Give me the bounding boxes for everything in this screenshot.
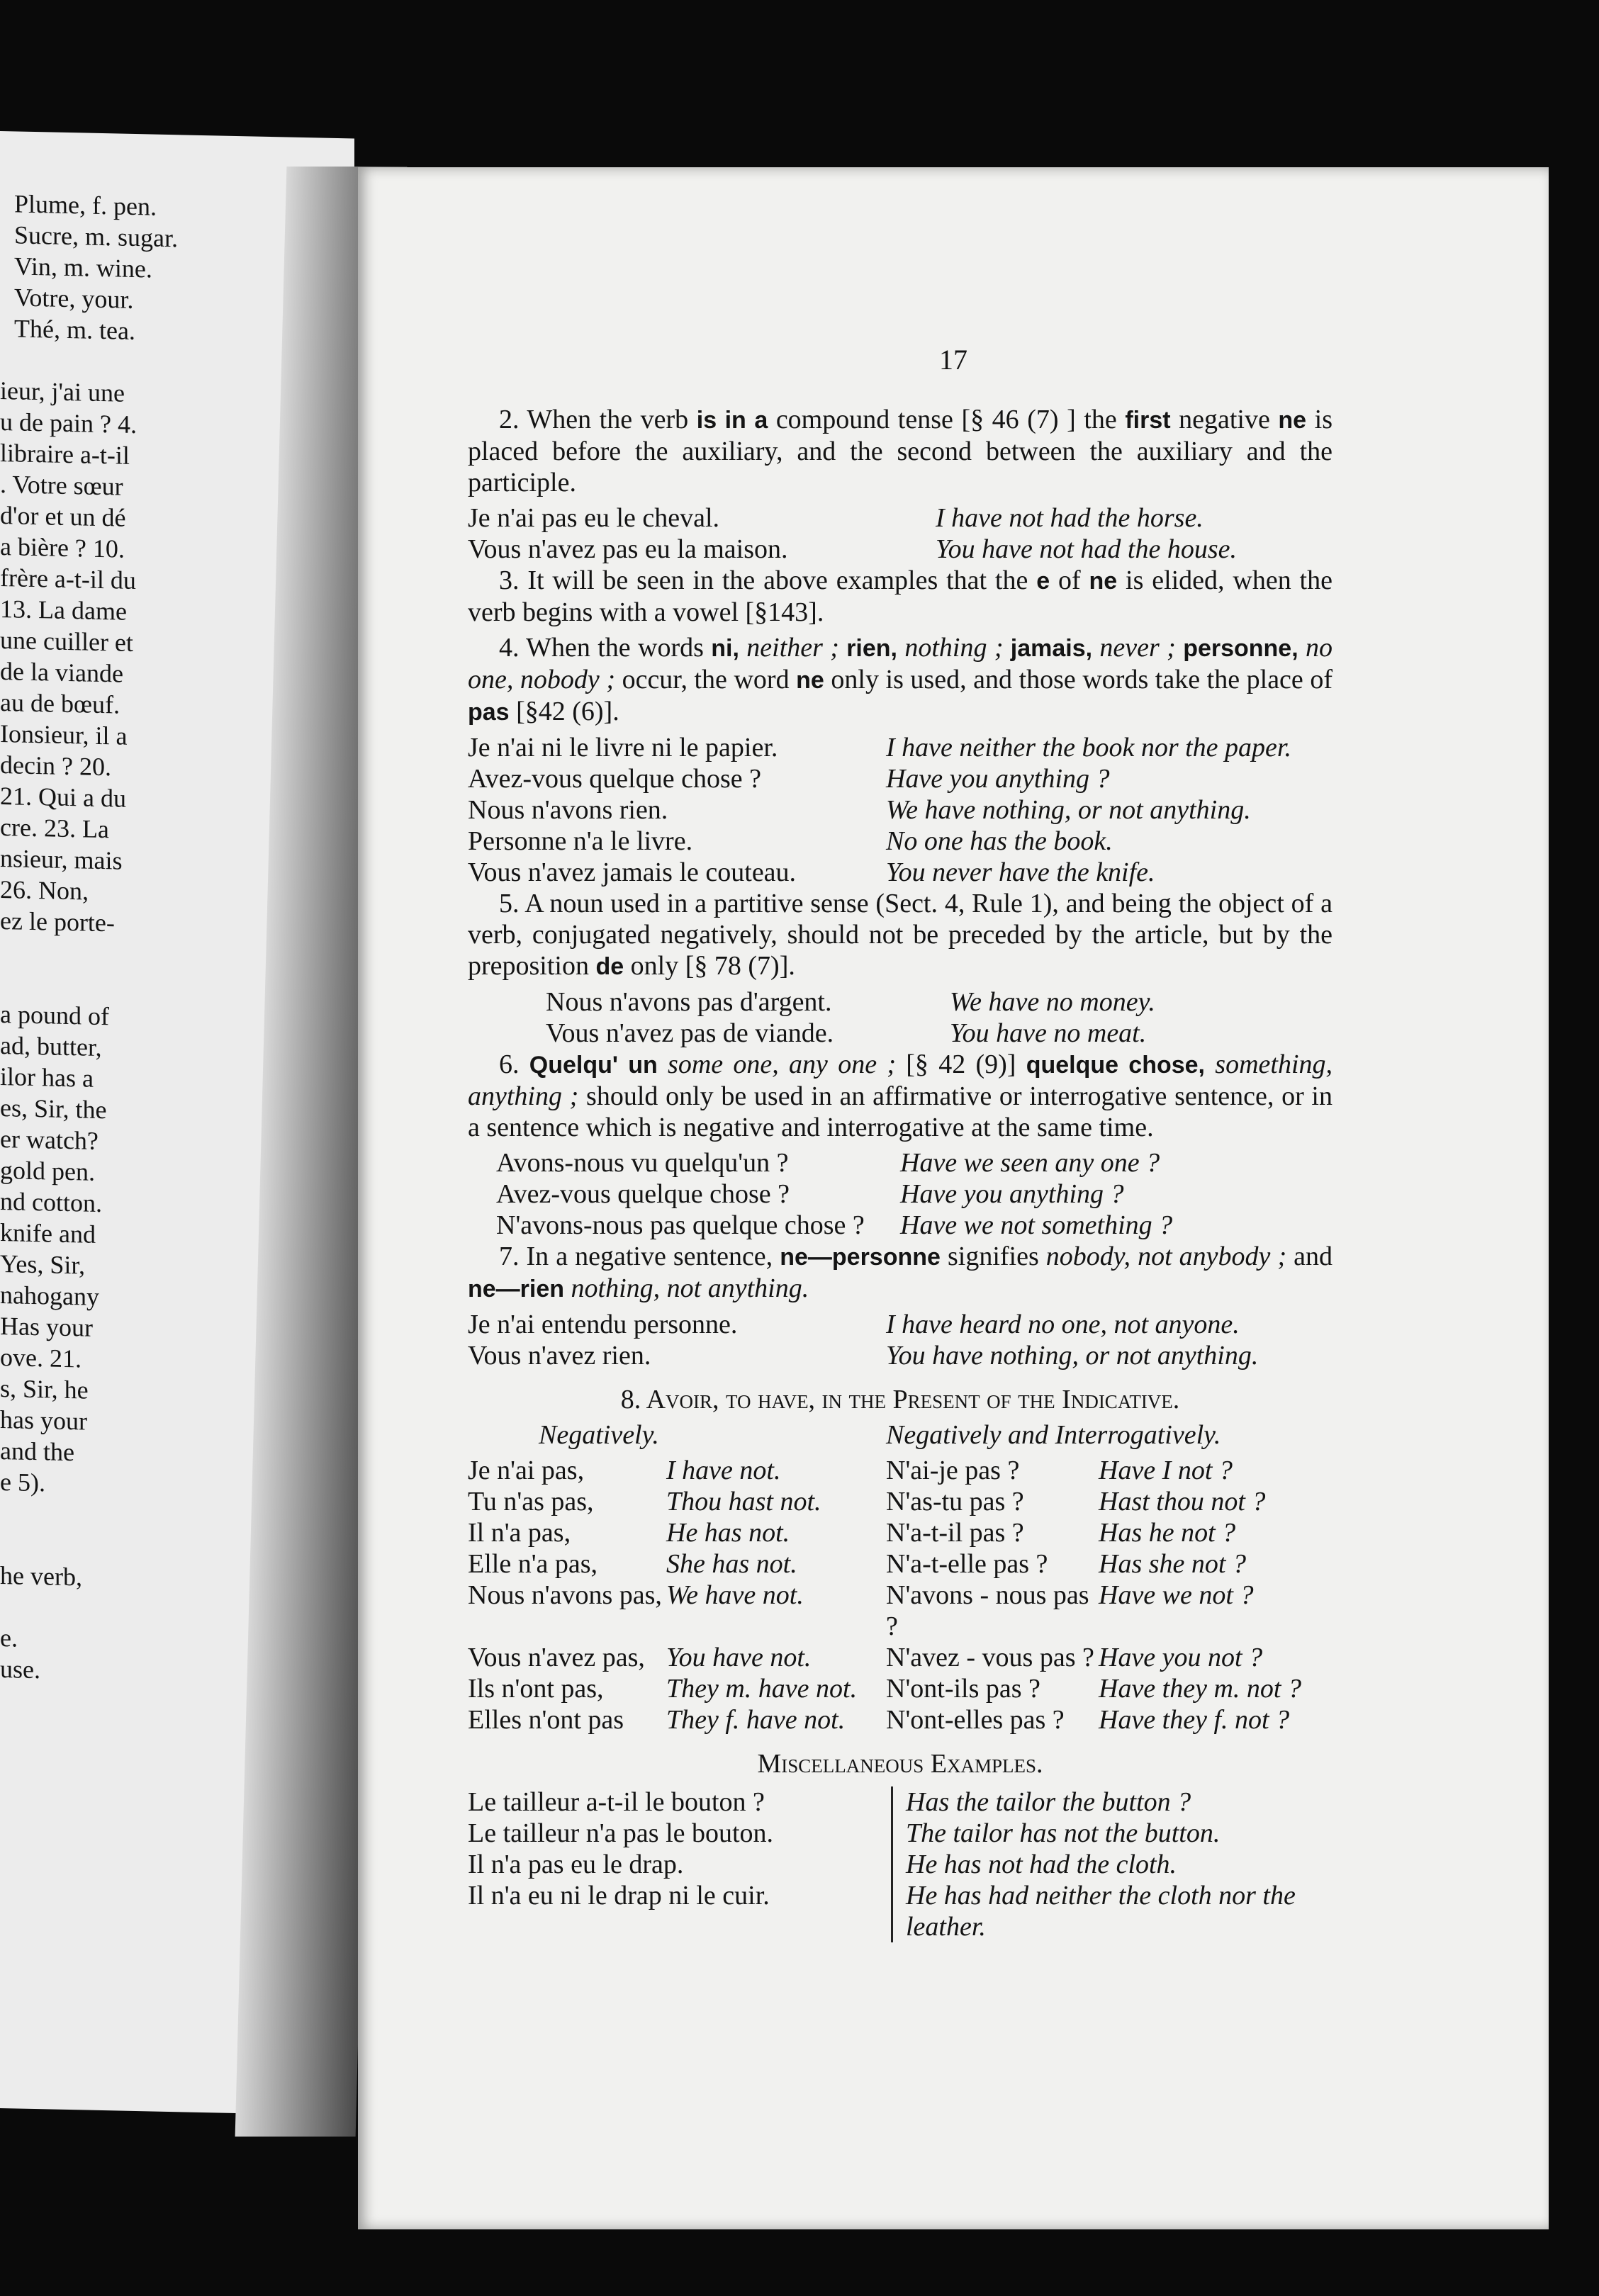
french-example: N'avons-nous pas quelque chose ? [496, 1210, 865, 1240]
example-list [468, 1309, 1332, 1371]
bold-text: rien, [838, 635, 898, 662]
bold-text: first [1125, 407, 1171, 434]
english-translation: You have nothing, or not anything. [886, 1341, 1259, 1371]
bold-text: quelque chose, [1026, 1052, 1206, 1079]
conj-interrogative-english: Hast thou not ? [1099, 1487, 1266, 1516]
english-translation: You have no meat. [950, 1018, 1147, 1048]
text: is placed before the auxiliary, and the second between the auxiliary and the participle. [468, 405, 1332, 497]
bold-text: Quelqu' un [529, 1052, 658, 1079]
left-page-line: has your [0, 1405, 87, 1436]
english-translation: I have not had the horse. [936, 503, 1204, 533]
misc-french: Il n'a pas eu le drap. [468, 1849, 893, 1880]
example-list [546, 986, 1332, 1049]
conj-interrogative-french: N'ont-elles pas ? [886, 1705, 1065, 1735]
left-page-line: nsieur, mais [0, 844, 123, 875]
french-example: Nous n'avons rien. [468, 795, 668, 825]
misc-french: Le tailleur n'a pas le bouton. [468, 1818, 893, 1849]
english-translation: We have nothing, or not anything. [886, 795, 1251, 825]
left-page-line: ad, butter, [0, 1031, 102, 1062]
italic-text: nothing, not anything. [564, 1273, 809, 1303]
french-example: Vous n'avez pas de viande. [546, 1018, 834, 1048]
conj-interrogative-french: N'ai-je pas ? [886, 1456, 1020, 1485]
conj-negative-english: They f. have not. [666, 1705, 846, 1735]
misc-examples [468, 1786, 1332, 1942]
italic-text: something, anything ; [468, 1049, 1333, 1111]
left-page-line: knife and [0, 1218, 96, 1249]
english-translation: Have you anything ? [900, 1179, 1124, 1209]
text: and [1286, 1242, 1332, 1271]
french-example: Je n'ai pas eu le cheval. [468, 503, 720, 533]
text: should only be used in an affirmative or interrogative sentence, or in a sentence which is negative and interrogative at the same time. [468, 1081, 1332, 1142]
left-page-line: libraire a-t-il [0, 439, 130, 470]
conj-negative-french: Elles n'ont pas [468, 1705, 624, 1735]
conj-negative-french: Tu n'as pas, [468, 1487, 594, 1516]
misc-french: Il n'a eu ni le drap ni le cuir. [468, 1880, 893, 1942]
french-example: Je n'ai ni le livre ni le papier. [468, 733, 778, 762]
left-page-line: Ionsieur, il a [0, 719, 128, 750]
text: 6. [499, 1049, 529, 1079]
text: [§42 (6)]. [509, 697, 619, 726]
conj-negative-french: Ils n'ont pas, [468, 1674, 604, 1704]
left-page-line: a bière ? 10. [0, 532, 125, 563]
conj-negative-french: Il n'a pas, [468, 1518, 571, 1548]
english-translation: Have we not something ? [900, 1210, 1173, 1240]
text: is elided, when the verb begins with a vowel [§143]. [468, 565, 1332, 627]
right-page [358, 167, 1549, 2229]
header-negative: Negatively. [539, 1420, 659, 1450]
english-translation: I have heard no one, not anyone. [886, 1310, 1240, 1339]
conj-interrogative-french: N'as-tu pas ? [886, 1487, 1024, 1516]
bold-text: ne [1089, 568, 1118, 595]
left-page-line: Has your [0, 1312, 93, 1342]
french-example: Nous n'avons pas d'argent. [546, 987, 832, 1017]
rule-5 [468, 888, 1332, 982]
french-example: Je n'ai entendu personne. [468, 1310, 738, 1339]
left-page-line: . Votre sœur [0, 470, 123, 501]
rule-3 [468, 565, 1332, 628]
left-page-line: use. [0, 1655, 40, 1684]
conj-negative-french: Je n'ai pas, [468, 1456, 585, 1485]
conj-interrogative-french: N'a-t-elle pas ? [886, 1549, 1048, 1579]
conj-interrogative-english: Has he not ? [1099, 1518, 1236, 1548]
french-example: Avons-nous vu quelqu'un ? [496, 1148, 789, 1178]
english-translation: We have no money. [950, 987, 1155, 1017]
french-example: Vous n'avez jamais le couteau. [468, 857, 797, 887]
misc-english: He has not had the cloth. [906, 1850, 1177, 1879]
left-page-line: Thé, m. tea. [14, 314, 135, 345]
text: only [§ 78 (7)]. [624, 951, 795, 981]
left-page-line: s, Sir, he [0, 1374, 89, 1405]
bold-text: ne [1278, 407, 1307, 434]
left-page-line: a pound of [0, 1000, 109, 1031]
left-page-line: Yes, Sir, [0, 1249, 85, 1280]
text: occur, the word [615, 665, 797, 694]
page-number: 17 [939, 344, 967, 376]
left-page-line: une cuiller et [0, 626, 133, 657]
left-page-line: Plume, f. pen. [14, 189, 157, 221]
text: of [1050, 565, 1089, 595]
rule-6 [468, 1049, 1332, 1143]
bold-text: ni, [711, 635, 739, 662]
conj-negative-french: Elle n'a pas, [468, 1549, 598, 1579]
text: [§ 42 (9)] [896, 1049, 1026, 1079]
bold-text: ne—rien [468, 1276, 565, 1302]
left-page-line: ez le porte- [0, 906, 115, 938]
left-page-line: er watch? [0, 1125, 99, 1155]
left-page-line: 26. Non, [0, 875, 89, 906]
text: negative [1170, 405, 1279, 434]
conjugation-table [468, 1455, 1332, 1735]
rule-2 [468, 404, 1332, 498]
misc-title: Miscellaneous Examples. [757, 1749, 1043, 1779]
english-translation: I have neither the book nor the paper. [886, 733, 1291, 762]
bold-text: jamais, [1003, 635, 1093, 662]
section-title: 8. Avoir, to have, in the Present of the Indicative. [620, 1385, 1180, 1414]
conj-interrogative-english: Has she not ? [1099, 1549, 1246, 1579]
english-translation: You never have the knife. [886, 857, 1155, 887]
conjugation-headers [468, 1419, 1332, 1451]
left-page-line: and the [0, 1436, 74, 1467]
conj-negative-english: He has not. [666, 1518, 790, 1548]
left-page-line: ove. 21. [0, 1343, 82, 1373]
conj-interrogative-french: N'ont-ils pas ? [886, 1674, 1040, 1704]
bold-text: pas [468, 699, 510, 726]
french-example: Vous n'avez pas eu la maison. [468, 534, 788, 564]
page-content [468, 344, 1332, 1942]
conj-interrogative-french: N'a-t-il pas ? [886, 1518, 1024, 1548]
left-page-line: Votre, your. [14, 283, 134, 314]
conj-interrogative-english: Have they m. not ? [1099, 1674, 1301, 1704]
conj-interrogative-english: Have we not ? [1099, 1580, 1254, 1610]
left-page-line: 13. La dame [0, 595, 127, 626]
english-translation: No one has the book. [886, 826, 1113, 856]
misc-english: Has the tailor the button ? [906, 1787, 1191, 1817]
left-page-line: es, Sir, the [0, 1093, 107, 1125]
rule-7 [468, 1241, 1332, 1305]
left-page-line: ilor has a [0, 1062, 94, 1093]
text: only is used, and those words take the place of [824, 665, 1333, 694]
conj-negative-english: You have not. [666, 1643, 812, 1672]
misc-english: The tailor has not the button. [906, 1818, 1221, 1848]
left-page-line: e. [0, 1623, 18, 1653]
left-page-line: u de pain ? 4. [0, 407, 137, 439]
conj-interrogative-english: Have I not ? [1099, 1456, 1233, 1485]
italic-text: nothing ; [897, 633, 1004, 663]
left-page-line: nd cotton. [0, 1187, 102, 1218]
left-page-line: Sucre, m. sugar. [14, 220, 178, 253]
left-page-line: 21. Qui a du [0, 782, 126, 813]
bold-text: de [595, 953, 624, 980]
left-page-line: e 5). [0, 1468, 45, 1497]
rule-number: 2. [499, 405, 520, 434]
left-page-line: ieur, j'ai une [0, 376, 125, 407]
text: 4. When the words [499, 633, 712, 663]
text: 5. A noun used in a partitive sense (Sect. 4, Rule 1), and being the object of a verb, conjugated negatively, should not be preceded by the article, but by the preposition [468, 889, 1332, 981]
rule-4 [468, 632, 1332, 728]
example-list [468, 502, 1332, 565]
conj-negative-english: They m. have not. [666, 1674, 858, 1704]
french-example: Personne n'a le livre. [468, 826, 693, 856]
conj-negative-english: Thou hast not. [666, 1487, 821, 1516]
text: signifies [940, 1242, 1046, 1271]
example-list [496, 1147, 1332, 1241]
italic-text: nobody, not anybody ; [1045, 1242, 1287, 1271]
left-page-line: gold pen. [0, 1156, 95, 1186]
bold-text: is in a [696, 407, 768, 434]
left-page-line: decin ? 20. [0, 750, 111, 782]
french-example: Avez-vous quelque chose ? [496, 1179, 790, 1209]
bold-text: ne [796, 667, 824, 694]
english-translation: Have you anything ? [886, 764, 1110, 794]
text: When the verb [519, 405, 697, 434]
italic-text: some one, any one ; [657, 1049, 896, 1079]
bold-text: personne, [1183, 635, 1298, 662]
conj-interrogative-english: Have they f. not ? [1099, 1705, 1290, 1735]
left-page-line: au de bœuf. [0, 688, 120, 719]
bold-text: ne—personne [780, 1244, 941, 1271]
english-translation: You have not had the house. [936, 534, 1238, 564]
left-page-line: de la viande [0, 657, 123, 688]
left-page-line: cre. 23. La [0, 813, 109, 844]
italic-text: never ; [1092, 633, 1176, 663]
french-example: Vous n'avez rien. [468, 1341, 651, 1371]
conj-negative-english: We have not. [666, 1580, 804, 1610]
conj-negative-french: Vous n'avez pas, [468, 1643, 645, 1672]
left-page-line: nahogany [0, 1281, 99, 1311]
left-page-lines [0, 131, 354, 1684]
bold-text: e [1036, 568, 1050, 595]
left-page-line: Vin, m. wine. [14, 252, 152, 283]
misc-french: Le tailleur a-t-il le bouton ? [468, 1786, 893, 1818]
example-list [468, 732, 1332, 888]
italic-text: neither ; [739, 633, 839, 663]
conj-interrogative-french: N'avez - vous pas ? [886, 1643, 1094, 1672]
text: 3. It will be seen in the above examples that the [499, 565, 1037, 595]
left-page-line: frère a-t-il du [0, 563, 136, 595]
text: compound tense [§ 46 (7) ] the [768, 405, 1126, 434]
english-translation: Have we seen any one ? [900, 1148, 1160, 1178]
conj-interrogative-english: Have you not ? [1099, 1643, 1263, 1672]
misc-english: He has had neither the cloth nor the leather. [906, 1881, 1296, 1942]
conj-negative-english: I have not. [666, 1456, 781, 1485]
french-example: Avez-vous quelque chose ? [468, 764, 761, 794]
conj-interrogative-french: N'avons - nous pas ? [886, 1580, 1089, 1641]
left-page-line: d'or et un dé [0, 501, 126, 532]
left-page-line: he verb, [0, 1561, 82, 1592]
italic-text: no one, nobody ; [468, 633, 1333, 694]
conj-negative-french: Nous n'avons pas, [468, 1580, 662, 1610]
conj-negative-english: She has not. [666, 1549, 797, 1579]
text: 7. In a negative sentence, [499, 1242, 780, 1271]
header-negative-interrogative: Negatively and Interrogatively. [886, 1420, 1221, 1450]
